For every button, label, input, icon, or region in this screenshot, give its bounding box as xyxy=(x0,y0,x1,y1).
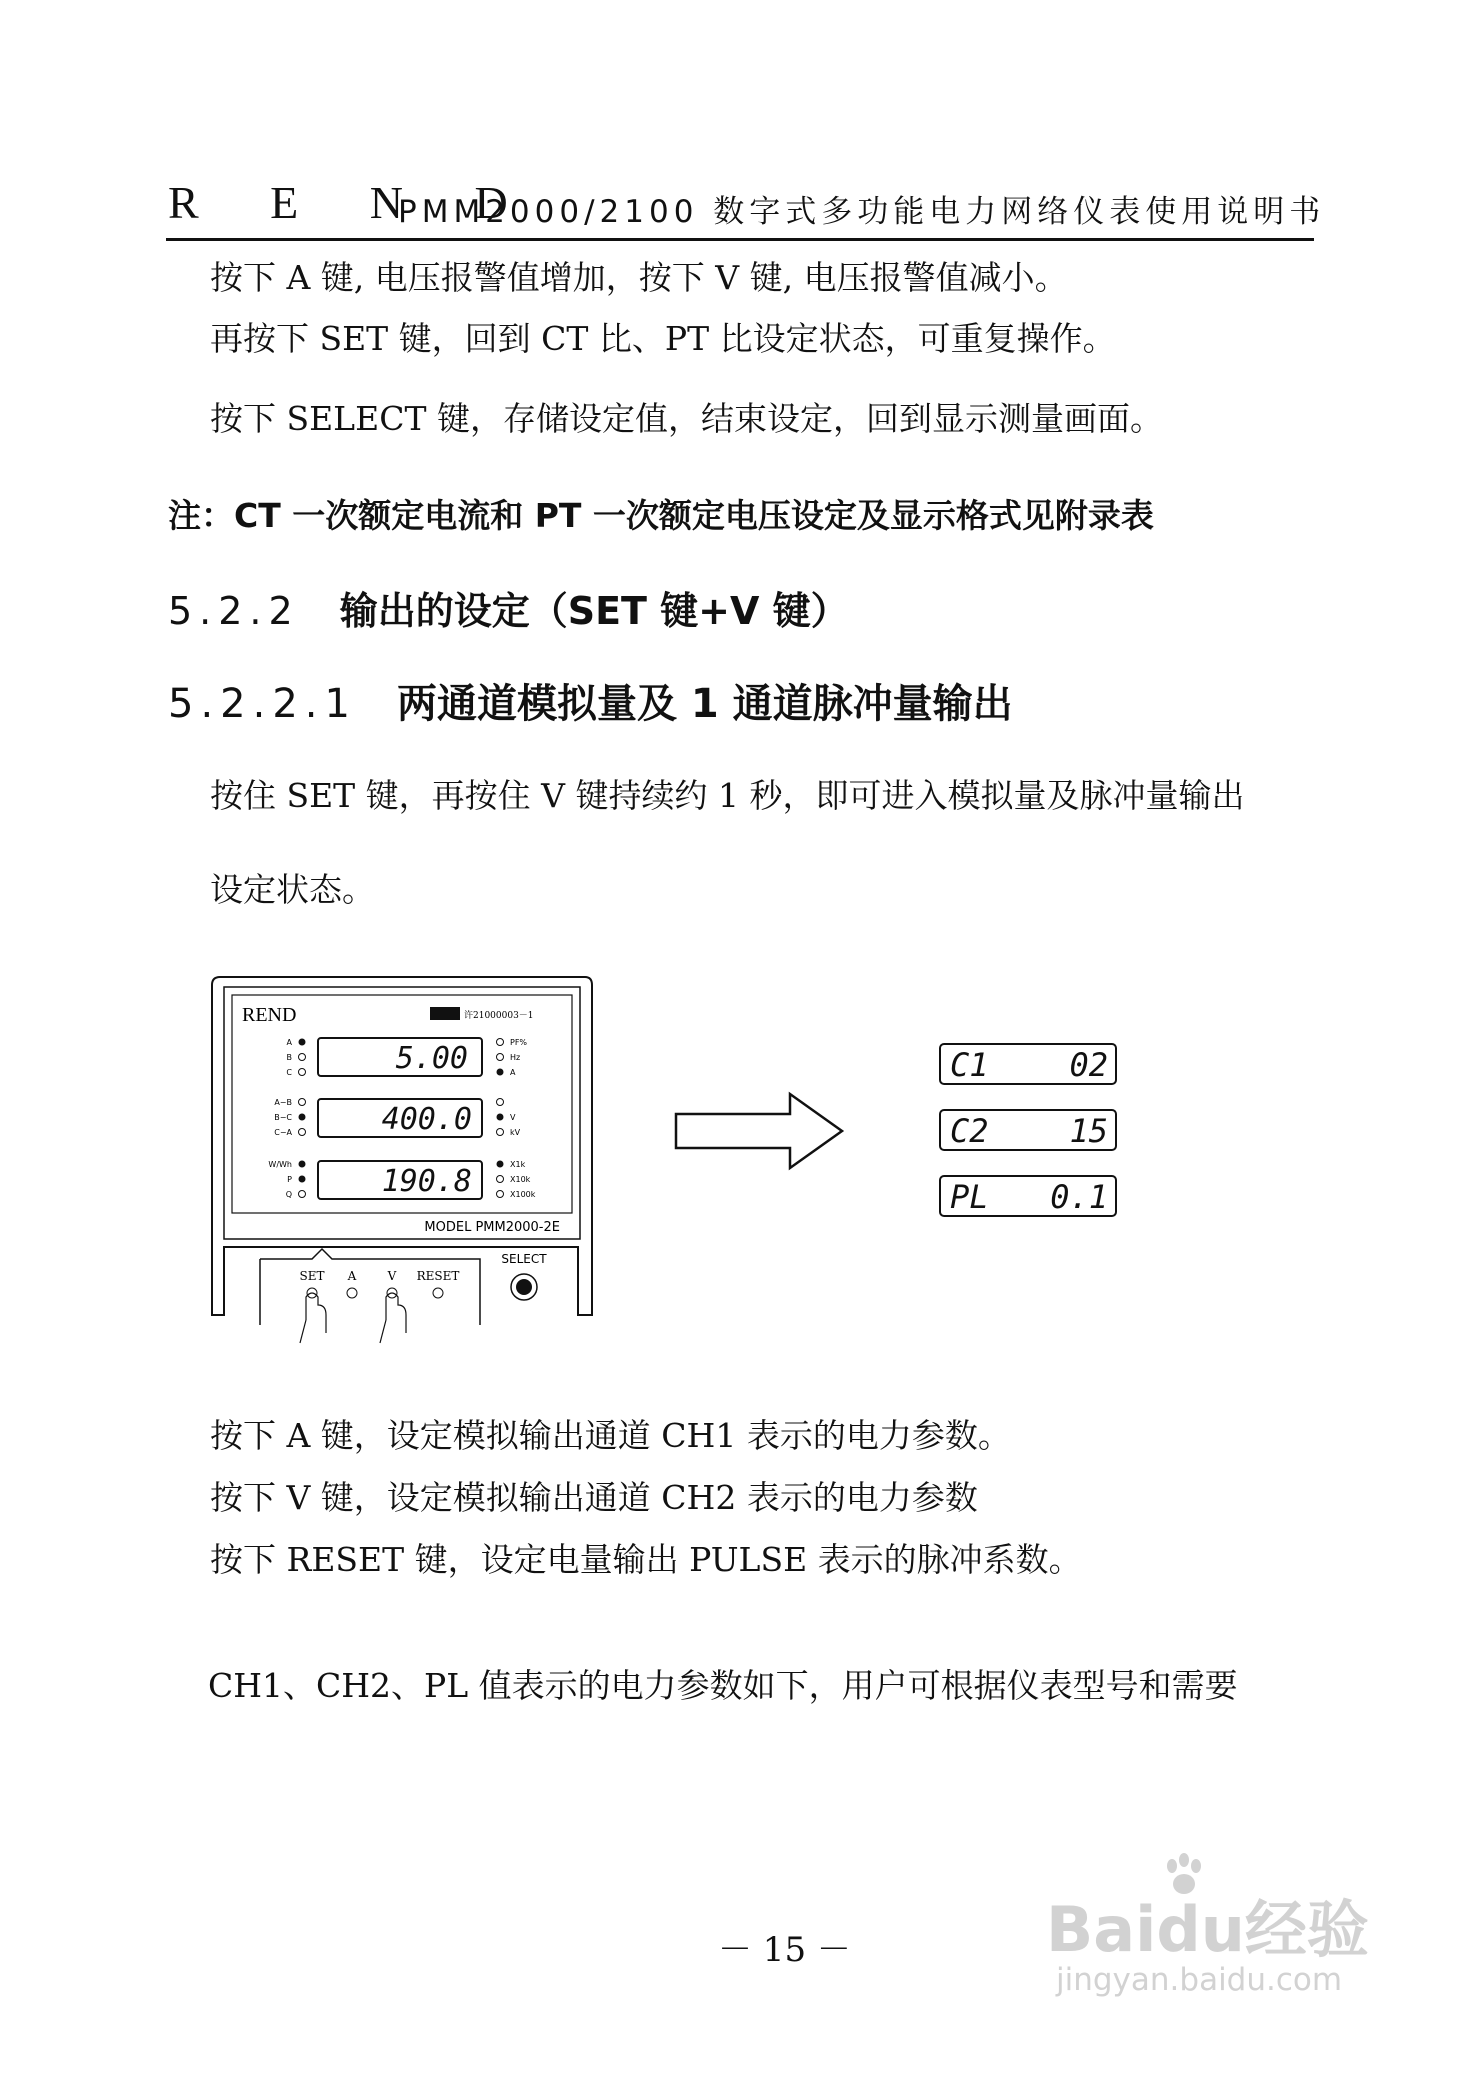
row3-label-q: Q xyxy=(285,1190,292,1199)
indicator-led xyxy=(299,1114,306,1121)
indicator-led xyxy=(299,1069,306,1076)
button-label-v: V xyxy=(387,1269,397,1283)
row1-label-c: C xyxy=(286,1068,292,1077)
watermark-url: jingyan.baidu.com xyxy=(1056,1962,1343,1998)
indicator-led xyxy=(497,1129,504,1136)
output-display-2-right: 15 xyxy=(1069,1112,1108,1150)
finger-icon xyxy=(386,1293,406,1333)
row2-label-ca: C−A xyxy=(274,1128,292,1137)
indicator-led xyxy=(497,1191,504,1198)
watermark-logo: Baidu经验 xyxy=(1046,1893,1369,1966)
subsection-heading xyxy=(168,672,1013,729)
indicator-led xyxy=(497,1069,504,1076)
paragraph-store: 按下 SELECT 键，存储设定值，结束设定，回到显示测量画面。 xyxy=(210,399,1163,438)
unit-label: X1k xyxy=(510,1160,526,1169)
section-heading xyxy=(168,580,849,635)
row2-label-ab: A−B xyxy=(274,1098,292,1107)
paragraph-pulse: 按下 RESET 键，设定电量输出 PULSE 表示的脉冲系数。 xyxy=(210,1540,1082,1579)
indicator-led xyxy=(299,1129,306,1136)
indicator-led xyxy=(497,1054,504,1061)
indicator-led xyxy=(299,1161,306,1168)
subsection-title: 两通道模拟量及 1 通道脉冲量输出 xyxy=(396,681,1013,727)
right-arrow-icon xyxy=(672,1090,848,1172)
section-number: 5.2.2 xyxy=(168,589,300,633)
subsection-number: 5.2.2.1 xyxy=(168,681,357,727)
row3-label-wwh: W/Wh xyxy=(268,1160,292,1169)
indicator-led xyxy=(497,1099,504,1106)
lcd-value-1: 5.00 xyxy=(395,1041,468,1076)
finger-icon xyxy=(300,1320,306,1343)
indicator-led xyxy=(299,1191,306,1198)
row3-label-p: P xyxy=(287,1175,292,1184)
output-display-1-right: 02 xyxy=(1069,1046,1108,1084)
intro-line-1: 按住 SET 键，再按住 V 键持续约 1 秒，即可进入模拟量及脉冲量输出 xyxy=(210,776,1245,815)
row1-label-a: A xyxy=(286,1038,292,1047)
note: 注：CT 一次额定电流和 PT 一次额定电压设定及显示格式见附录表 xyxy=(168,496,1154,535)
paragraph-ch1: 按下 A 键，设定模拟输出通道 CH1 表示的电力参数。 xyxy=(210,1416,1011,1455)
device-brand: REND xyxy=(242,1004,297,1026)
select-label: SELECT xyxy=(501,1252,547,1266)
device-diagram xyxy=(210,975,610,1345)
unit-label: V xyxy=(510,1113,516,1122)
indicator-led xyxy=(299,1176,306,1183)
lcd-value-2: 400.0 xyxy=(381,1102,472,1137)
button-label-a: A xyxy=(347,1269,357,1283)
indicator-led xyxy=(299,1099,306,1106)
button-label-reset: RESET xyxy=(416,1269,460,1283)
indicator-led xyxy=(299,1054,306,1061)
output-display-3-right: 0.1 xyxy=(1050,1178,1108,1216)
section-title: 输出的设定（SET 键+V 键） xyxy=(339,589,849,633)
row1-label-b: B xyxy=(286,1053,292,1062)
header-title: PMM2000/2100 数字式多功能电力网络仪表使用说明书 xyxy=(398,194,1326,230)
cert-logo xyxy=(430,1007,460,1020)
indicator-led xyxy=(497,1161,504,1168)
finger-icon xyxy=(306,1293,326,1333)
output-display-3-left: PL xyxy=(950,1178,989,1216)
paragraph-closing: CH1、CH2、PL 值表示的电力参数如下，用户可根据仪表型号和需要 xyxy=(208,1666,1238,1705)
button-panel xyxy=(260,1249,480,1325)
indicator-led xyxy=(497,1039,504,1046)
unit-label: X10k xyxy=(510,1175,531,1184)
paragraph-alarm-adjust: 按下 A 键, 电压报警值增加，按下 V 键, 电压报警值减小。 xyxy=(210,258,1068,297)
unit-label: kV xyxy=(510,1128,521,1137)
output-displays xyxy=(936,1040,1122,1228)
select-knob-center xyxy=(516,1279,532,1295)
unit-label: PF% xyxy=(510,1038,528,1047)
unit-label: X100k xyxy=(510,1190,536,1199)
lcd-value-3: 190.8 xyxy=(381,1164,472,1199)
header-brand: R E N D xyxy=(168,177,538,228)
button-label-set: SET xyxy=(299,1269,325,1283)
device-cert: 许21000003－1 xyxy=(464,1011,534,1021)
header-rule xyxy=(166,238,1314,241)
unit-label: Hz xyxy=(510,1053,521,1062)
row2-label-bc: B−C xyxy=(274,1113,292,1122)
paragraph-ch2: 按下 V 键，设定模拟输出通道 CH2 表示的电力参数 xyxy=(210,1478,978,1517)
indicator-led xyxy=(497,1176,504,1183)
paragraph-repeat: 再按下 SET 键，回到 CT 比、PT 比设定状态，可重复操作。 xyxy=(210,319,1116,358)
indicator-led xyxy=(299,1039,306,1046)
intro-line-2: 设定状态。 xyxy=(210,870,375,909)
reset-button xyxy=(433,1288,443,1298)
indicator-led xyxy=(497,1114,504,1121)
device-model: MODEL PMM2000-2E xyxy=(424,1220,560,1235)
page-number: － 15 － xyxy=(718,1930,851,1970)
output-display-1-left: C1 xyxy=(950,1046,989,1084)
unit-label: A xyxy=(510,1068,516,1077)
output-display-2-left: C2 xyxy=(950,1112,989,1150)
a-button xyxy=(347,1288,357,1298)
finger-icon xyxy=(380,1320,386,1343)
